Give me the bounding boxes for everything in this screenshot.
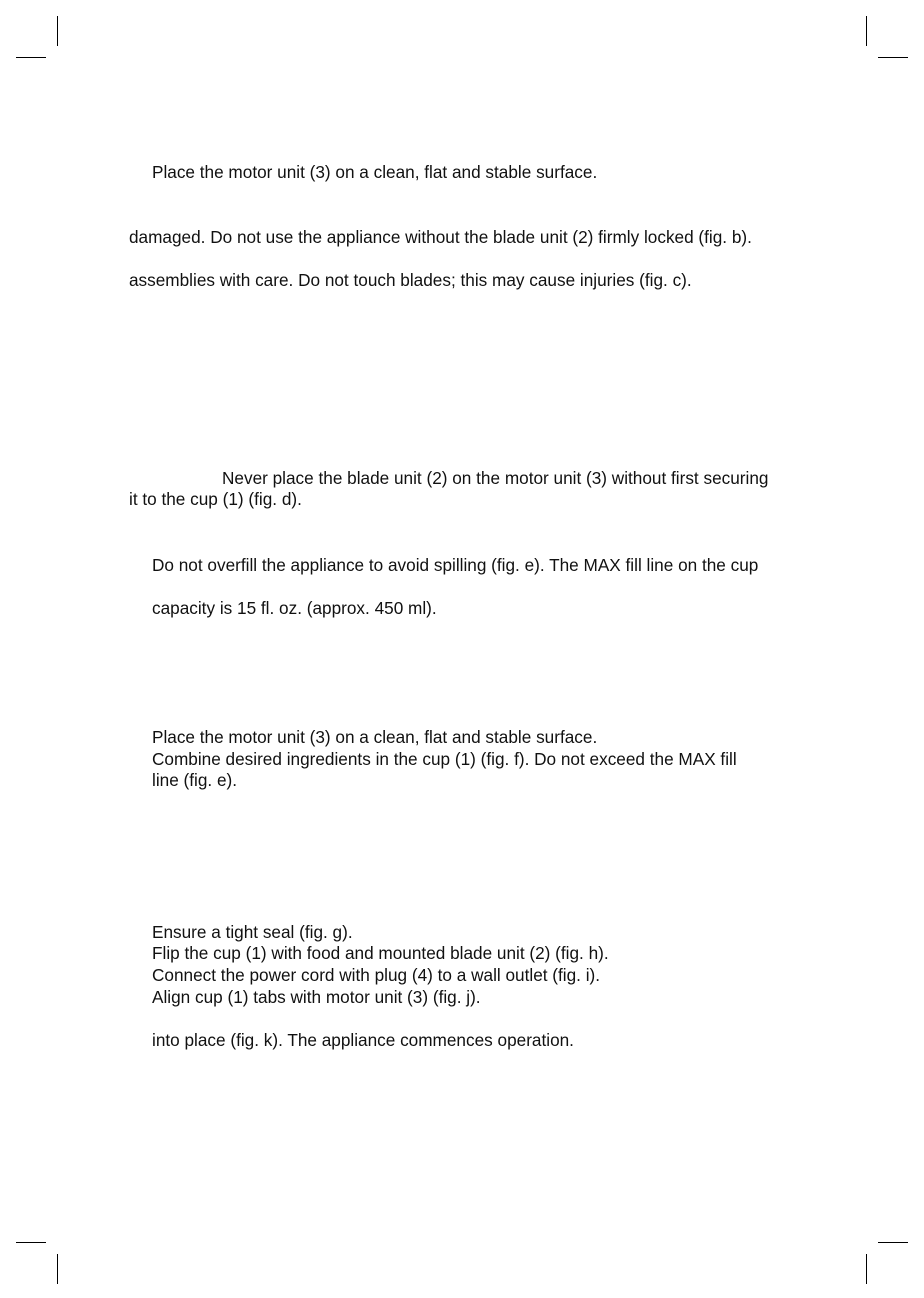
text-line: Place the motor unit (3) on a clean, flat and stable surface.: [152, 727, 598, 747]
text-line: Do not overfill the appliance to avoid spilling (fig. e). The MAX fill line on the cup: [152, 555, 759, 575]
text-line: Ensure a tight seal (fig. g).: [152, 922, 353, 942]
crop-mark-top-left-horizontal: [16, 57, 46, 58]
text-line: line (fig. e).: [152, 770, 238, 790]
crop-mark-top-right-vertical: [866, 16, 867, 46]
crop-mark-bottom-left-vertical: [57, 1254, 58, 1284]
text-line: assemblies with care. Do not touch blades; this may cause injuries (fig. c).: [129, 270, 692, 290]
text-line: Flip the cup (1) with food and mounted blade unit (2) (fig. h).: [152, 943, 609, 963]
crop-mark-top-right-horizontal: [878, 57, 908, 58]
crop-mark-bottom-left-horizontal: [16, 1242, 46, 1243]
text-line: Never place the blade unit (2) on the motor unit (3) without first securing: [222, 468, 769, 488]
crop-mark-top-left-vertical: [57, 16, 58, 46]
text-line: capacity is 15 fl. oz. (approx. 450 ml).: [152, 598, 437, 618]
text-line: into place (fig. k). The appliance commences operation.: [152, 1030, 574, 1050]
text-line: damaged. Do not use the appliance without the blade unit (2) firmly locked (fig. b).: [129, 227, 752, 247]
text-line: it to the cup (1) (fig. d).: [129, 489, 302, 509]
text-line: Align cup (1) tabs with motor unit (3) (fig. j).: [152, 987, 481, 1007]
crop-mark-bottom-right-vertical: [866, 1254, 867, 1284]
text-line: Combine desired ingredients in the cup (1) (fig. f). Do not exceed the MAX fill: [152, 749, 737, 769]
text-line: Connect the power cord with plug (4) to a wall outlet (fig. i).: [152, 965, 601, 985]
text-line: Place the motor unit (3) on a clean, flat and stable surface.: [152, 162, 598, 182]
crop-mark-bottom-right-horizontal: [878, 1242, 908, 1243]
